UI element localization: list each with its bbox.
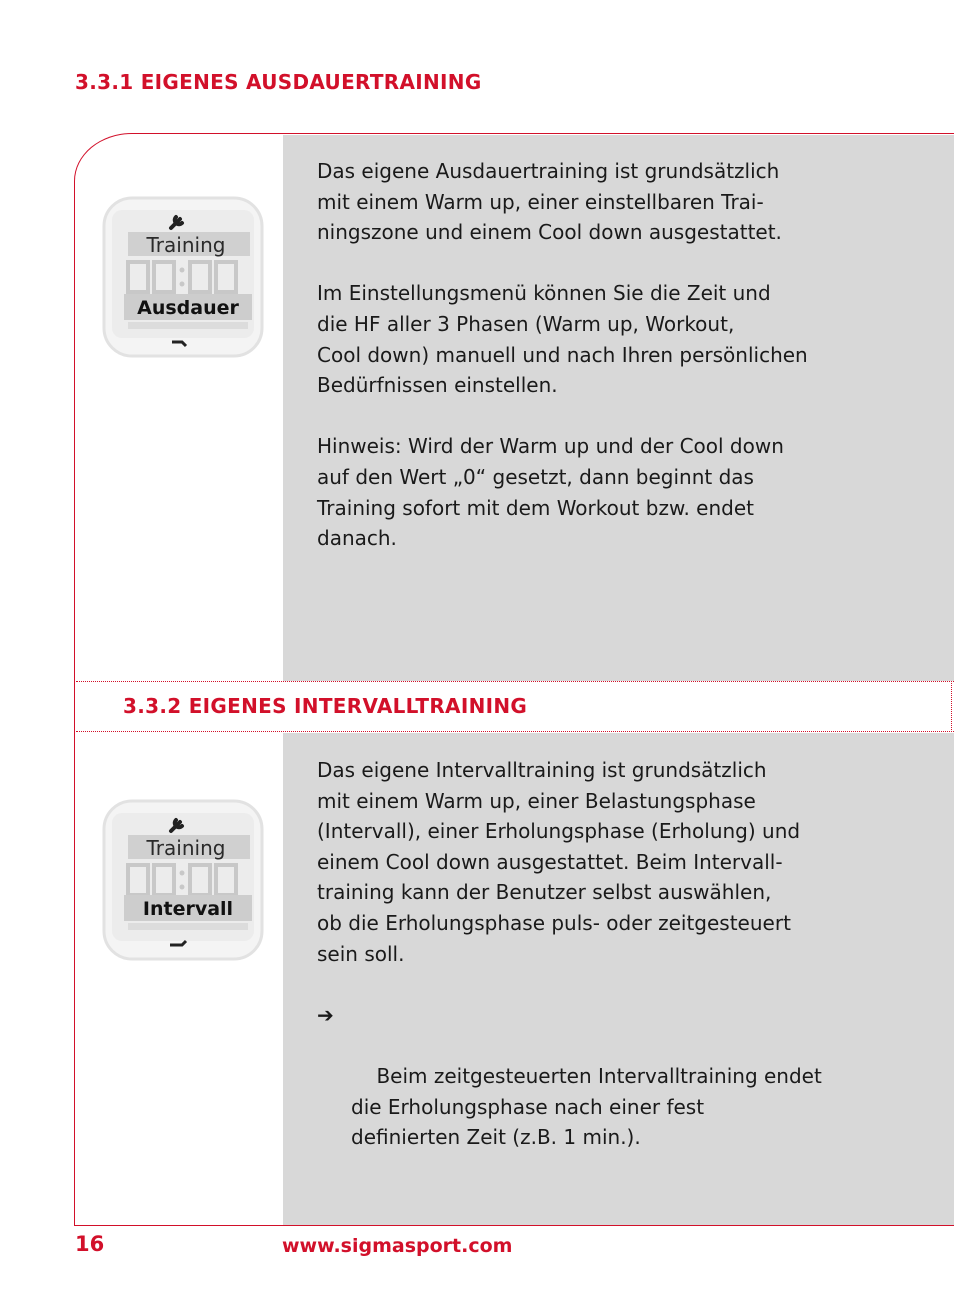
paragraph: Im Einstellungsmenü können Sie die Zeit und die HF aller 3 Phasen (Warm up, Workout, Cool down) manuell und nach Ihren persönlichen Bedürfnissen einstellen. (317, 281, 808, 398)
device-label-top: Training (146, 233, 226, 257)
arrow-icon: ➔ (317, 1002, 334, 1027)
device-label-top: Training (146, 836, 226, 860)
divider-bottom (76, 731, 954, 732)
bullet-item (317, 1000, 822, 1184)
body-text-intervall (317, 755, 822, 1183)
paragraph: Hinweis: Wird der Warm up und der Cool down auf den Wert „0“ gesetzt, dann beginnt das Training sofort mit dem Workout bzw. endet danach. (317, 434, 784, 551)
bullet-text: Beim zeitgesteuerten Intervalltraining endet die Erholungsphase nach einer fest definierten Zeit (z.B. 1 min.). (351, 1063, 822, 1150)
section-heading-intervall: 3.3.2 EIGENES INTERVALLTRAINING (123, 694, 528, 718)
divider-top (76, 681, 954, 682)
page-number: 16 (75, 1232, 105, 1256)
divider-side (951, 681, 952, 732)
footer-url[interactable]: www.sigmasport.com (282, 1235, 513, 1257)
device-display-ausdauer (98, 192, 268, 362)
section-heading-ausdauer: 3.3.1 EIGENES AUSDAUERTRAINING (75, 70, 482, 94)
paragraph: Das eigene Intervalltraining ist grundsätzlich mit einem Warm up, einer Belastungsphase (Intervall), einer Erholungsphase (Erholung) und einem Cool down ausgestattet. Beim Intervall- training kann der Benutzer selbst auswählen, ob die Erholungsphase puls- oder zeitgesteuert sein soll. (317, 758, 801, 966)
device-display-intervall (98, 795, 268, 965)
device-label-bottom: Intervall (142, 898, 234, 920)
body-text-ausdauer (317, 156, 808, 584)
device-label-bottom: Ausdauer (137, 297, 239, 319)
paragraph: Das eigene Ausdauertraining ist grundsätzlich mit einem Warm up, einer einstellbaren Trai- ningszone und einem Cool down ausgestattet. (317, 159, 782, 245)
